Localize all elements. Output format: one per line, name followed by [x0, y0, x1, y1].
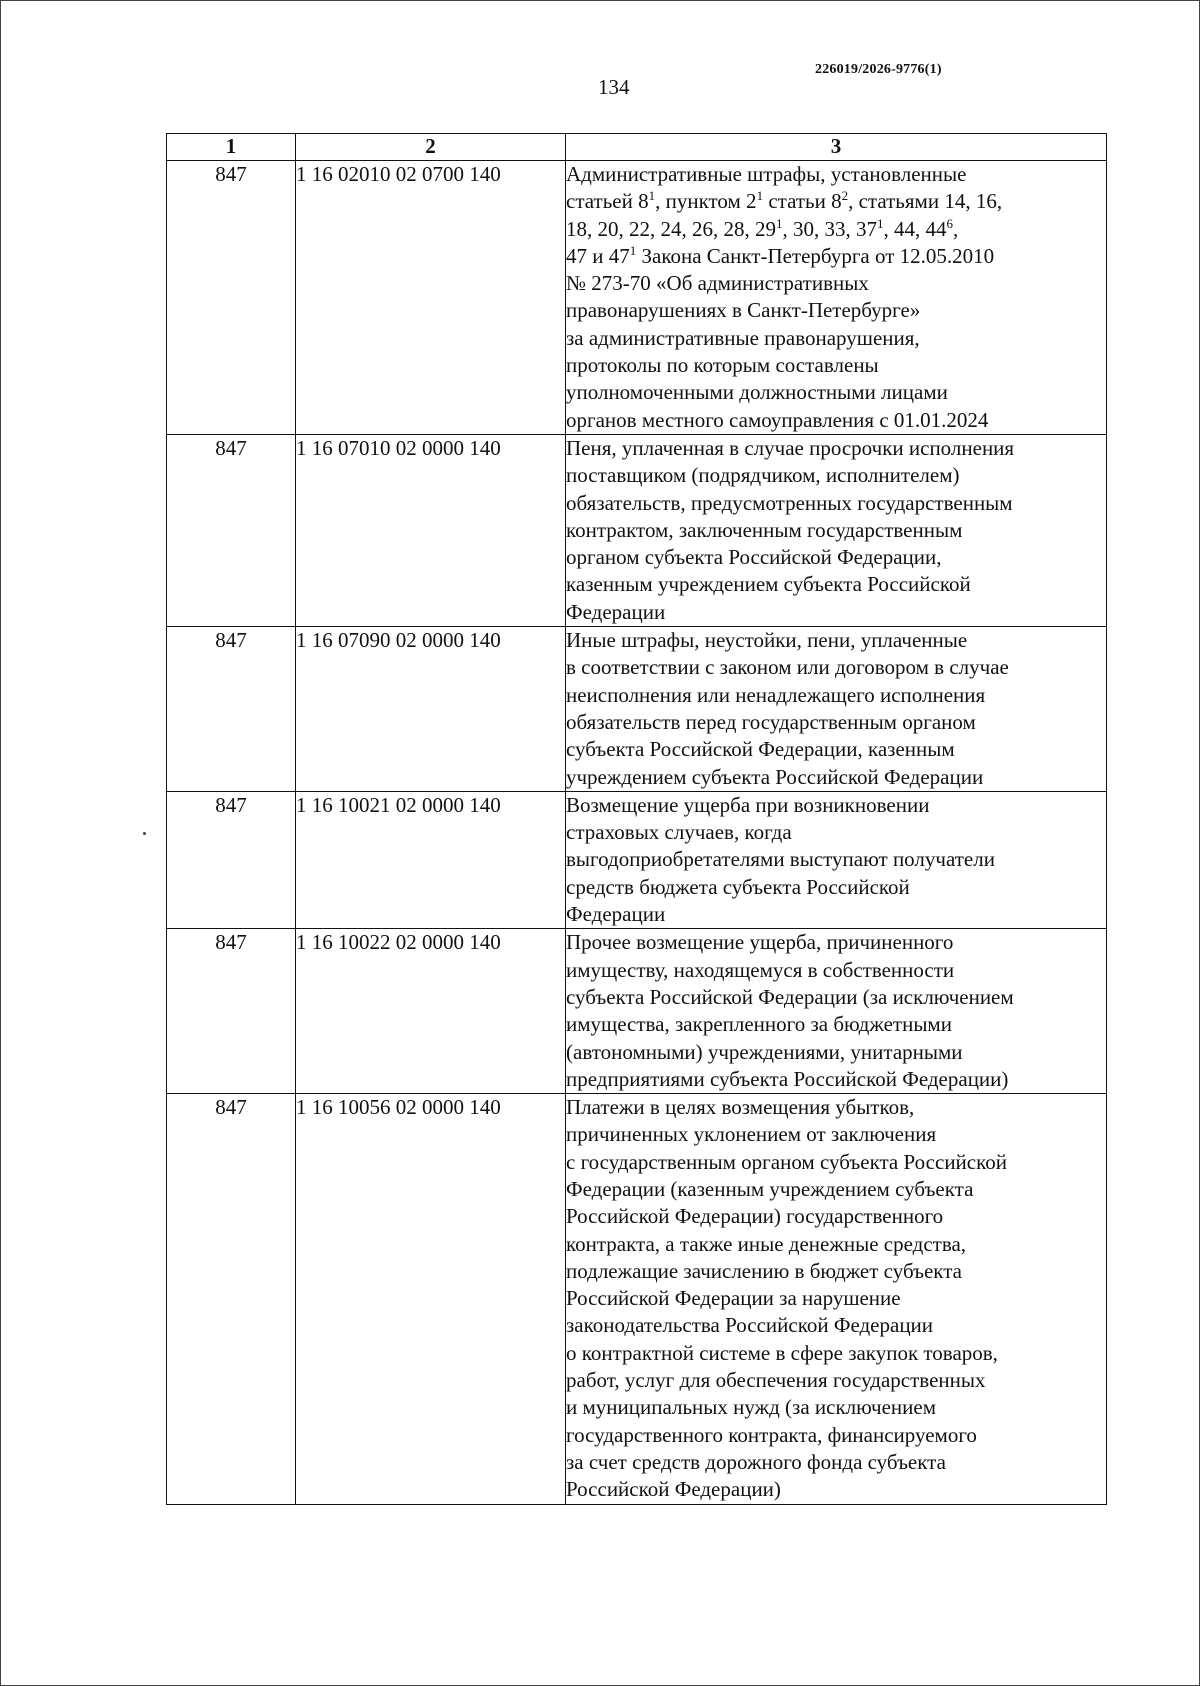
description-line: органов местного самоуправления с 01.01.2024 — [566, 407, 989, 432]
description-cell — [566, 434, 1107, 626]
description-line: Федерации (казенным учреждением субъекта — [566, 1176, 974, 1201]
column-header-3: 3 — [566, 134, 1107, 161]
description-line: контрактом, заключенным государственным — [566, 517, 963, 542]
description-line: правонарушениях в Санкт-Петербурге» — [566, 298, 921, 323]
stray-dot — [143, 832, 146, 835]
description-line: и муниципальных нужд (за исключением — [566, 1395, 936, 1420]
column-header-2: 2 — [296, 134, 566, 161]
description-line: Платежи в целях возмещения убытков, — [566, 1095, 915, 1120]
admin-code-cell: 847 — [167, 929, 296, 1094]
budget-code-cell: 1 16 10056 02 0000 140 — [296, 1094, 566, 1504]
description-line: страховых случаев, когда — [566, 820, 792, 845]
budget-codes-table — [166, 133, 1107, 1505]
description-cell — [566, 929, 1107, 1094]
description-line: Российской Федерации за нарушение — [566, 1286, 901, 1311]
description-line: протоколы по которым составлены — [566, 353, 879, 378]
description-line: Прочее возмещение ущерба, причиненного — [566, 930, 954, 955]
admin-code-cell: 847 — [167, 791, 296, 928]
description-line: 47 и $47^1$ Закона Санкт-Петербурга от 12.05.2010 — [566, 242, 995, 268]
description-line: Российской Федерации) государственного — [566, 1204, 944, 1229]
description-line: государственного контракта, финансируемого — [566, 1422, 977, 1447]
description-line: органом субъекта Российской Федерации, — [566, 545, 942, 570]
description-line: Пеня, уплаченная в случае просрочки исполнения — [566, 435, 1015, 460]
description-line: выгодоприобретателями выступают получатели — [566, 847, 995, 872]
description-line: казенным учреждением субъекта Российской — [566, 572, 971, 597]
description-line: обязательств, предусмотренных государственным — [566, 490, 1013, 515]
description-cell — [566, 1094, 1107, 1504]
description-line: средств бюджета субъекта Российской — [566, 874, 910, 899]
description-line: уполномоченными должностными лицами — [566, 380, 948, 405]
admin-code-cell: 847 — [167, 627, 296, 792]
table-row — [167, 627, 1107, 792]
description-line: статьей $8^1$, пунктом $2^1$ статьи $8^2$, статьями 14, 16, — [566, 188, 1003, 214]
table-row — [167, 1094, 1107, 1504]
page-number: 134 — [598, 75, 630, 99]
table-row — [167, 791, 1107, 928]
description-line: поставщиком (подрядчиком, исполнителем) — [566, 463, 960, 488]
budget-code-cell: 1 16 07010 02 0000 140 — [296, 434, 566, 626]
admin-code-cell: 847 — [167, 434, 296, 626]
description-line: Российской Федерации) — [566, 1477, 781, 1502]
description-line: предприятиями субъекта Российской Федерации) — [566, 1066, 1009, 1091]
description-line: в соответствии с законом или договором в случае — [566, 655, 1009, 680]
budget-code-cell: 1 16 02010 02 0700 140 — [296, 161, 566, 435]
description-line: субъекта Российской Федерации (за исключением — [566, 984, 1014, 1009]
description-line: причиненных уклонением от заключения — [566, 1122, 937, 1147]
budget-code-cell: 1 16 10021 02 0000 140 — [296, 791, 566, 928]
table-body — [167, 161, 1107, 1505]
description-line: Федерации — [566, 902, 666, 927]
document-id: 226019/2026-9776(1) — [815, 62, 942, 77]
description-line: за счет средств дорожного фонда субъекта — [566, 1449, 946, 1474]
description-line: Возмещение ущерба при возникновении — [566, 792, 930, 817]
description-line: неисполнения или ненадлежащего исполнения — [566, 682, 986, 707]
table-row — [167, 929, 1107, 1094]
admin-code-cell: 847 — [167, 161, 296, 435]
description-line: 18, 20, 22, 24, 26, 28, $29^1$, 30, 33, $37^1$, 44, $44^6$, — [566, 215, 959, 241]
description-line: Федерации — [566, 599, 666, 624]
table-row — [167, 434, 1107, 626]
description-line: обязательств перед государственным органом — [566, 709, 976, 734]
table-header-row — [167, 134, 1107, 161]
description-line: за административные правонарушения, — [566, 325, 920, 350]
description-line: (автономными) учреждениями, унитарными — [566, 1039, 963, 1064]
table-row — [167, 161, 1107, 435]
description-cell — [566, 627, 1107, 792]
description-line: контракта, а также иные денежные средства, — [566, 1231, 967, 1256]
description-line: субъекта Российской Федерации, казенным — [566, 737, 955, 762]
description-cell — [566, 791, 1107, 928]
description-line: Иные штрафы, неустойки, пени, уплаченные — [566, 628, 968, 653]
description-line: имуществу, находящемуся в собственности — [566, 957, 955, 982]
column-header-1: 1 — [167, 134, 296, 161]
description-line: учреждением субъекта Российской Федерации — [566, 764, 984, 789]
budget-code-cell: 1 16 10022 02 0000 140 — [296, 929, 566, 1094]
description-cell — [566, 161, 1107, 435]
description-line: подлежащие зачислению в бюджет субъекта — [566, 1258, 962, 1283]
description-line: № 273-70 «Об административных — [566, 271, 869, 296]
description-line: законодательства Российской Федерации — [566, 1313, 934, 1338]
budget-code-cell: 1 16 07090 02 0000 140 — [296, 627, 566, 792]
description-line: с государственным органом субъекта Российской — [566, 1149, 1007, 1174]
description-line: имущества, закрепленного за бюджетными — [566, 1012, 952, 1037]
description-line: работ, услуг для обеспечения государственных — [566, 1368, 986, 1393]
description-line: о контрактной системе в сфере закупок товаров, — [566, 1340, 998, 1365]
admin-code-cell: 847 — [167, 1094, 296, 1504]
description-line: Административные штрафы, установленные — [566, 162, 967, 186]
